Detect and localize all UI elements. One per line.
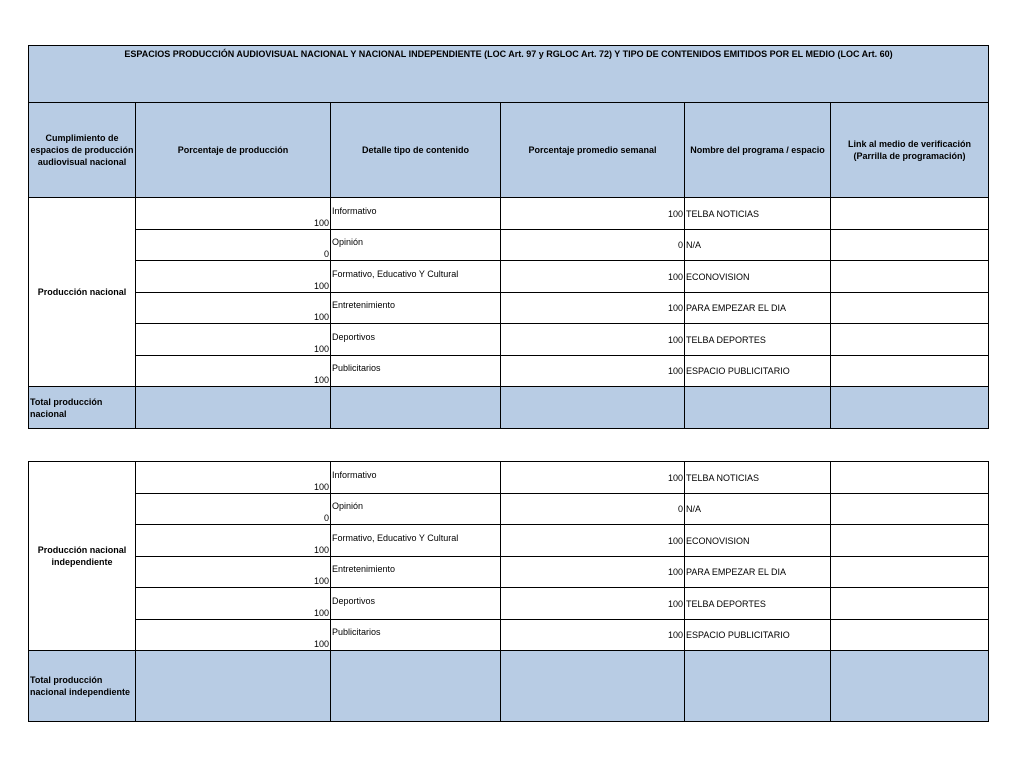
cell-promedio: 100 xyxy=(501,525,685,557)
cell-link xyxy=(831,324,989,356)
total-cell xyxy=(831,387,989,429)
cell-link xyxy=(831,494,989,525)
cell-programa: TELBA NOTICIAS xyxy=(685,198,831,230)
cell-programa: N/A xyxy=(685,230,831,261)
cell-promedio: 100 xyxy=(501,620,685,651)
cell-link xyxy=(831,620,989,651)
cell-tipo: Entretenimiento xyxy=(331,557,501,588)
table-row xyxy=(29,525,989,557)
cell-porcentaje: 100 xyxy=(136,620,331,651)
header-porcentaje-semanal: Porcentaje promedio semanal xyxy=(501,103,685,198)
table-row xyxy=(29,261,989,293)
header-cumplimiento: Cumplimiento de espacios de producción audiovisual nacional xyxy=(29,103,136,198)
table-row xyxy=(29,356,989,387)
header-porcentaje-produccion: Porcentaje de producción xyxy=(136,103,331,198)
cell-promedio: 100 xyxy=(501,462,685,494)
table-row xyxy=(29,198,989,230)
cell-link xyxy=(831,356,989,387)
cell-promedio: 100 xyxy=(501,356,685,387)
cell-porcentaje: 100 xyxy=(136,261,331,293)
cell-tipo: Opinión xyxy=(331,494,501,525)
cell-porcentaje: 100 xyxy=(136,324,331,356)
header-nombre-programa: Nombre del programa / espacio xyxy=(685,103,831,198)
cell-programa: TELBA DEPORTES xyxy=(685,324,831,356)
table-row xyxy=(29,324,989,356)
cell-promedio: 100 xyxy=(501,324,685,356)
total-cell xyxy=(831,651,989,722)
cell-promedio: 100 xyxy=(501,261,685,293)
cell-promedio: 100 xyxy=(501,588,685,620)
production-table-national xyxy=(28,45,989,429)
table-row xyxy=(29,462,989,494)
cell-tipo: Entretenimiento xyxy=(331,293,501,324)
cell-programa: ECONOVISION xyxy=(685,525,831,557)
cell-programa: TELBA NOTICIAS xyxy=(685,462,831,494)
total-row xyxy=(29,387,989,429)
total-cell xyxy=(136,387,331,429)
cell-porcentaje: 100 xyxy=(136,557,331,588)
cell-link xyxy=(831,557,989,588)
table-row xyxy=(29,620,989,651)
cell-link xyxy=(831,230,989,261)
total-cell xyxy=(136,651,331,722)
total-label-nacional: Total producción nacional xyxy=(29,387,136,429)
cell-porcentaje: 100 xyxy=(136,588,331,620)
cell-programa: N/A xyxy=(685,494,831,525)
cell-porcentaje: 100 xyxy=(136,293,331,324)
table-row xyxy=(29,230,989,261)
cell-programa: PARA EMPEZAR EL DIA xyxy=(685,293,831,324)
total-cell xyxy=(685,387,831,429)
cell-tipo: Opinión xyxy=(331,230,501,261)
cell-tipo: Publicitarios xyxy=(331,620,501,651)
section-label-independiente: Producción nacional independiente xyxy=(29,462,136,651)
cell-tipo: Publicitarios xyxy=(331,356,501,387)
header-link-verificacion: Link al medio de verificación (Parrilla de programación) xyxy=(831,103,989,198)
cell-tipo: Informativo xyxy=(331,462,501,494)
cell-porcentaje: 100 xyxy=(136,462,331,494)
cell-programa: ECONOVISION xyxy=(685,261,831,293)
table-row xyxy=(29,494,989,525)
cell-link xyxy=(831,261,989,293)
production-table-independent xyxy=(28,461,989,722)
cell-programa: ESPACIO PUBLICITARIO xyxy=(685,620,831,651)
cell-porcentaje: 100 xyxy=(136,356,331,387)
cell-tipo: Deportivos xyxy=(331,324,501,356)
header-detalle-contenido: Detalle tipo de contenido xyxy=(331,103,501,198)
document-title: ESPACIOS PRODUCCIÓN AUDIOVISUAL NACIONAL Y NACIONAL INDEPENDIENTE (LOC Art. 97 y RGLOC Art. 72) Y TIPO DE CONTENIDOS EMITIDOS POR EL MEDIO (LOC Art. 60) xyxy=(29,46,989,103)
total-cell xyxy=(331,387,501,429)
table-row xyxy=(29,557,989,588)
section-label-nacional: Producción nacional xyxy=(29,198,136,387)
cell-link xyxy=(831,293,989,324)
cell-programa: ESPACIO PUBLICITARIO xyxy=(685,356,831,387)
cell-tipo: Formativo, Educativo Y Cultural xyxy=(331,525,501,557)
cell-tipo: Formativo, Educativo Y Cultural xyxy=(331,261,501,293)
total-row xyxy=(29,651,989,722)
cell-porcentaje: 100 xyxy=(136,525,331,557)
cell-porcentaje: 0 xyxy=(136,230,331,261)
cell-promedio: 100 xyxy=(501,557,685,588)
cell-link xyxy=(831,525,989,557)
cell-tipo: Deportivos xyxy=(331,588,501,620)
cell-promedio: 100 xyxy=(501,198,685,230)
table-row xyxy=(29,293,989,324)
cell-link xyxy=(831,462,989,494)
cell-tipo: Informativo xyxy=(331,198,501,230)
cell-link xyxy=(831,588,989,620)
total-cell xyxy=(501,387,685,429)
cell-promedio: 0 xyxy=(501,230,685,261)
cell-programa: PARA EMPEZAR EL DIA xyxy=(685,557,831,588)
cell-link xyxy=(831,198,989,230)
cell-porcentaje: 0 xyxy=(136,494,331,525)
total-cell xyxy=(501,651,685,722)
total-label-independiente: Total producción nacional independiente xyxy=(29,651,136,722)
cell-porcentaje: 100 xyxy=(136,198,331,230)
cell-promedio: 100 xyxy=(501,293,685,324)
table-row xyxy=(29,588,989,620)
cell-programa: TELBA DEPORTES xyxy=(685,588,831,620)
total-cell xyxy=(331,651,501,722)
cell-promedio: 0 xyxy=(501,494,685,525)
total-cell xyxy=(685,651,831,722)
